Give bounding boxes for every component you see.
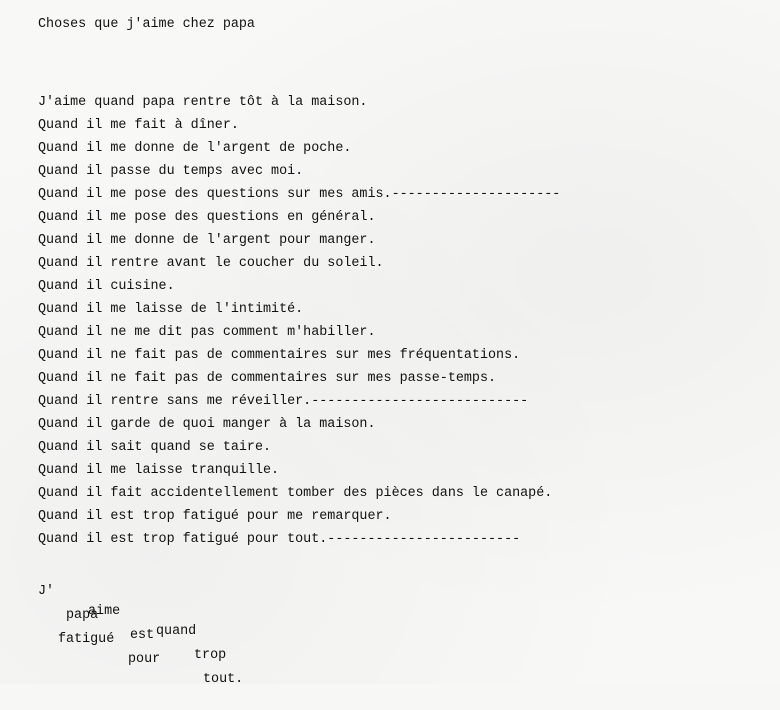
text-line: Quand il me laisse tranquille.	[38, 463, 280, 478]
text-line: Quand il sait quand se taire.	[38, 440, 272, 455]
text-line: Quand il ne fait pas de commentaires sur mes passe-temps.	[38, 371, 497, 386]
hidden-word: fatigué	[58, 632, 115, 647]
hidden-word: aime	[88, 604, 121, 619]
text-line: Quand il rentre sans me réveiller.---------------------------	[38, 394, 529, 409]
text-line: Quand il garde de quoi manger à la maison.	[38, 417, 376, 432]
hidden-word: trop	[194, 648, 227, 663]
hidden-word: pour	[128, 652, 161, 667]
text-line: Quand il me fait à dîner.	[38, 118, 239, 133]
text-line: Quand il fait accidentellement tomber des pièces dans le canapé.	[38, 486, 553, 501]
text-line: Quand il me donne de l'argent de poche.	[38, 141, 352, 156]
text-line: Quand il cuisine.	[38, 279, 175, 294]
text-line: Quand il ne me dit pas comment m'habiller.	[38, 325, 376, 340]
document-title: Choses que j'aime chez papa	[38, 17, 255, 32]
text-line: J'aime quand papa rentre tôt à la maison.	[38, 95, 368, 110]
hidden-word: papa	[66, 608, 99, 623]
text-line: Quand il passe du temps avec moi.	[38, 164, 304, 179]
text-line: Quand il ne fait pas de commentaires sur mes fréquentations.	[38, 348, 521, 363]
text-line: Quand il est trop fatigué pour me remarquer.	[38, 509, 392, 524]
text-line: Quand il me laisse de l'intimité.	[38, 302, 304, 317]
document-body	[38, 91, 560, 551]
hidden-word: est	[130, 628, 155, 643]
text-line: Quand il est trop fatigué pour tout.------------------------	[38, 532, 521, 547]
hidden-word: J'	[38, 584, 55, 599]
hidden-word: quand	[156, 624, 197, 639]
text-line: Quand il rentre avant le coucher du soleil.	[38, 256, 384, 271]
text-line: Quand il me donne de l'argent pour manger.	[38, 233, 376, 248]
text-line: Quand il me pose des questions sur mes amis.---------------------	[38, 187, 561, 202]
text-line: Quand il me pose des questions en général.	[38, 210, 376, 225]
hidden-word: tout.	[203, 672, 244, 687]
